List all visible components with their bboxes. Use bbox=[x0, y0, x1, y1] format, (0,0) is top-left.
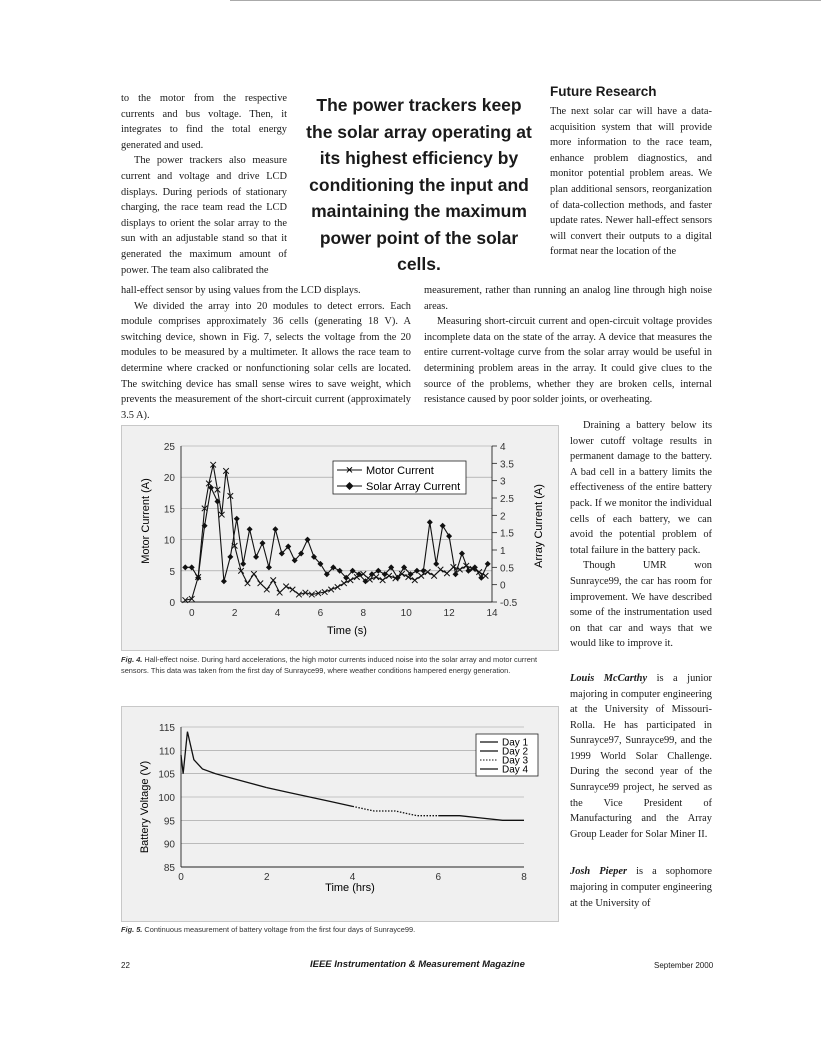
fig5-x-tick-label: 6 bbox=[435, 872, 442, 883]
motor-current-point bbox=[245, 580, 251, 586]
fig4-x-tick-label: 12 bbox=[443, 608, 455, 619]
bio-pieper-name: Josh Pieper bbox=[570, 866, 627, 878]
fig5-x-tick-label: 8 bbox=[521, 872, 527, 883]
footer-magazine-title: IEEE Instrumentation & Measurement Magazine bbox=[310, 959, 525, 970]
battery-voltage-line-3 bbox=[353, 806, 439, 815]
bio-pieper-text: is a sophomore majoring in computer engineering at the University of bbox=[570, 866, 712, 909]
page-top-rule bbox=[230, 0, 821, 1]
legend-day3-label: Day 3 bbox=[502, 755, 529, 767]
fig4-y2-tick-label: 3 bbox=[500, 476, 506, 488]
array-current-point bbox=[227, 554, 233, 560]
array-current-point bbox=[266, 564, 272, 570]
array-current-point bbox=[189, 564, 195, 570]
full-left-paragraph-1: hall-effect sensor by using values from the LCD displays. bbox=[121, 285, 361, 296]
fig4-x-axis-label: Time (s) bbox=[327, 625, 367, 637]
fig5-y-tick-label: 110 bbox=[159, 746, 175, 758]
future-research-heading: Future Research bbox=[550, 84, 657, 99]
fig4-y2-tick-label: 4 bbox=[500, 442, 506, 453]
motor-current-point bbox=[341, 580, 347, 586]
full-right-column bbox=[424, 283, 712, 408]
motor-current-point bbox=[277, 590, 283, 596]
fig4-x-tick-label: 14 bbox=[486, 608, 498, 619]
left-column-upper bbox=[121, 91, 287, 278]
fig5-y-tick-label: 85 bbox=[163, 863, 175, 874]
array-current-point bbox=[485, 561, 491, 567]
fig4-x-tick-label: 6 bbox=[317, 608, 324, 619]
figure-4-caption bbox=[121, 654, 551, 676]
fig4-caption-label: Fig. 4. bbox=[121, 655, 143, 664]
fig5-x-tick-label: 0 bbox=[178, 872, 184, 883]
fig4-y2-axis-label: Array Current (A) bbox=[533, 484, 545, 568]
motor-current-point bbox=[438, 567, 444, 573]
fig4-y2-tick-label: 1 bbox=[500, 546, 506, 557]
fig4-x-tick-label: 10 bbox=[400, 608, 412, 619]
full-left-paragraph-2: We divided the array into 20 modules to detect errors. Each module comprises approximately 36 cells (generating 18 V). A switching device, shown in Fig. 7, selects the voltage from the 20 modules to be measured by a multimeter. It allows the race team to determine where cracked or nonfunctioning solar cells are located. The switching device has small sense wires to save weight, which prevents the measurement of the short-circuit current (approximately 3.5 A). bbox=[121, 300, 411, 421]
legend-motor-label: Motor Current bbox=[366, 465, 434, 477]
legend-day2-label: Day 2 bbox=[502, 746, 529, 758]
future-research-column bbox=[550, 104, 712, 260]
left-paragraph-2: The power trackers also measure current and voltage and drive LCD displays. During periods of stationary charging, the race team read the LCD displays to orient the solar array to the sun with an adjustable stand so that it generated the maximum amount of power. The team also calibrated the bbox=[121, 155, 287, 276]
fig5-y-tick-label: 95 bbox=[163, 816, 175, 828]
array-current-point bbox=[305, 537, 311, 543]
right-paragraph-1: Draining a battery below its lower cutoff voltage results in permanent damage to the battery. A bad cell in a battery limits the effectiveness of the entire battery pack. If we monitor the individual cells of each battery, we can avoid the potential problem of total failure in the battery pack. bbox=[570, 420, 712, 556]
fig4-y-tick-label: 5 bbox=[169, 566, 175, 578]
full-left-column bbox=[121, 283, 411, 423]
array-current-point bbox=[465, 568, 471, 574]
fig4-y2-tick-label: 0 bbox=[500, 580, 506, 592]
fig4-x-tick-label: 0 bbox=[188, 608, 195, 619]
legend-day1-label: Day 1 bbox=[502, 737, 529, 749]
array-current-point bbox=[253, 554, 259, 560]
motor-current-point bbox=[264, 587, 270, 593]
pull-quote: The power trackers keep the solar array operating at its highest efficiency by conditioning the input and maintaining the maximum power point of the solar cells. bbox=[306, 95, 532, 274]
motor-current-point bbox=[328, 587, 334, 593]
full-right-paragraph-2: Measuring short-circuit current and open-circuit voltage provides incomplete data on the state of the array. A device that measures the entire current-voltage curve from the solar array would be useful in determining problem areas in the array. It could give clues to the source of the problems, whether they are broken cells, internal resistance caused by poor solder joints, or overheating. bbox=[424, 316, 712, 406]
fig4-legend bbox=[333, 461, 466, 494]
full-right-paragraph-1: measurement, rather than running an analog line through high noise areas. bbox=[424, 285, 712, 312]
fig4-y-tick-label: 25 bbox=[163, 442, 175, 453]
fig4-x-tick-label: 2 bbox=[231, 608, 238, 619]
array-current-point bbox=[234, 516, 240, 522]
array-current-point bbox=[247, 526, 253, 532]
motor-current-point bbox=[425, 569, 431, 575]
figure-4-frame bbox=[121, 425, 559, 651]
fig5-legend bbox=[476, 734, 538, 776]
fig5-x-axis-label: Time (hrs) bbox=[325, 882, 375, 894]
motor-current-point bbox=[412, 577, 418, 583]
fig5-y-tick-label: 90 bbox=[163, 839, 175, 851]
fig4-y2-tick-label: 3.5 bbox=[500, 459, 514, 471]
motor-current-point bbox=[251, 571, 257, 577]
battery-voltage-line-1 bbox=[181, 732, 267, 788]
battery-voltage-line-4 bbox=[438, 816, 524, 821]
fig4-y2-tick-label: 1.5 bbox=[500, 528, 514, 540]
footer-page-number: 22 bbox=[121, 961, 130, 970]
motor-current-point bbox=[270, 577, 276, 583]
fig4-y-tick-label: 10 bbox=[163, 535, 175, 547]
array-current-point bbox=[221, 578, 227, 584]
fig4-x-tick-label: 4 bbox=[274, 608, 281, 619]
bio-mccarthy-text: is a junior majoring in computer engineering at the University of Missouri-Rolla. He has participated in Sunrayce97, Sunrayce99, and the 1999 World Solar Challenge. During the second year of the Sunrayce99 project, he served as the Vice President of Manufacturing and the Array Group Leader for Solar Miner II. bbox=[570, 672, 712, 840]
bio-mccarthy bbox=[570, 671, 712, 843]
fig5-y-tick-label: 105 bbox=[158, 769, 175, 781]
motor-current-point bbox=[418, 573, 424, 579]
footer-date: September 2000 bbox=[654, 961, 714, 970]
fig4-y-tick-label: 0 bbox=[169, 598, 175, 609]
bio-pieper bbox=[570, 864, 712, 911]
fig5-y-tick-label: 115 bbox=[159, 723, 175, 734]
figure-4-chart bbox=[122, 426, 558, 650]
fig4-y2-tick-label: 2 bbox=[500, 511, 506, 523]
array-current-point bbox=[240, 561, 246, 567]
left-paragraph-1: to the motor from the respective currents and bus voltage. Then, it integrates to find the total energy generated and used. bbox=[121, 93, 287, 151]
motor-current-point bbox=[431, 573, 437, 579]
bio-mccarthy-name: Louis McCarthy bbox=[570, 672, 648, 684]
fig5-x-tick-label: 4 bbox=[349, 872, 356, 883]
legend-motor-marker: ✕ bbox=[345, 465, 354, 477]
fig4-x-tick-label: 8 bbox=[360, 608, 367, 619]
array-current-point bbox=[272, 526, 278, 532]
figure-5-caption bbox=[121, 924, 551, 935]
motor-current-point bbox=[290, 587, 296, 593]
fig4-y2-tick-label: 0.5 bbox=[500, 563, 514, 575]
motor-current-point bbox=[444, 570, 450, 576]
fig4-y-tick-label: 20 bbox=[163, 473, 175, 485]
array-current-point bbox=[446, 533, 452, 539]
array-current-point bbox=[427, 519, 433, 525]
motor-current-point bbox=[258, 580, 264, 586]
array-current-point bbox=[478, 575, 484, 581]
motor-current-point bbox=[335, 584, 341, 590]
motor-current-point bbox=[380, 577, 386, 583]
array-current-point bbox=[440, 523, 446, 529]
array-current-point bbox=[182, 564, 188, 570]
array-current-point bbox=[459, 550, 465, 556]
fig5-x-tick-label: 2 bbox=[263, 872, 270, 883]
figure-5-chart bbox=[122, 707, 558, 921]
fig5-y-axis-label: Battery Voltage (V) bbox=[139, 760, 151, 854]
fig5-caption-text: Continuous measurement of battery voltage from the first four days of Sunrayce99. bbox=[142, 925, 416, 934]
fig4-y2-tick-label: 2.5 bbox=[500, 494, 514, 505]
fig4-y-tick-label: 15 bbox=[163, 504, 175, 516]
fig4-y2-tick-label: -0.5 bbox=[500, 598, 518, 609]
array-current-point bbox=[260, 540, 266, 546]
motor-current-point bbox=[283, 584, 289, 590]
future-research-paragraph: The next solar car will have a data-acquisition system that will provide more information to the race team, enhance problem diagnostics, and monitor potential problem areas. We plan additional sensors, reorganization of data-collection methods, and faster update rates. Newer hall-effect sensors will convert their outputs to a digital format near the location of the bbox=[550, 106, 712, 258]
legend-array-label: Solar Array Current bbox=[366, 481, 461, 493]
array-current-point bbox=[433, 561, 439, 567]
fig5-y-tick-label: 100 bbox=[158, 793, 175, 804]
fig4-y-axis-label: Motor Current (A) bbox=[140, 478, 152, 564]
figure-5-frame bbox=[121, 706, 559, 922]
motor-current-point bbox=[451, 564, 457, 570]
right-paragraph-2: Though UMR won Sunrayce99, the car has room for improvement. We have described some of the instrumentation used on that car and ways that we would like to improve it. bbox=[570, 560, 712, 650]
fig4-caption-text: Hall-effect noise. During hard accelerations, the high motor currents induced noise into the solar array and motor current sensors. This data was taken from the first day of Sunrayce99, where weather conditions hampered energy generation. bbox=[121, 655, 538, 676]
fig5-caption-label: Fig. 5. bbox=[121, 925, 143, 934]
legend-day4-label: Day 4 bbox=[502, 764, 529, 776]
motor-current-point bbox=[373, 574, 379, 580]
right-column bbox=[570, 418, 712, 911]
array-current-point bbox=[375, 568, 381, 574]
